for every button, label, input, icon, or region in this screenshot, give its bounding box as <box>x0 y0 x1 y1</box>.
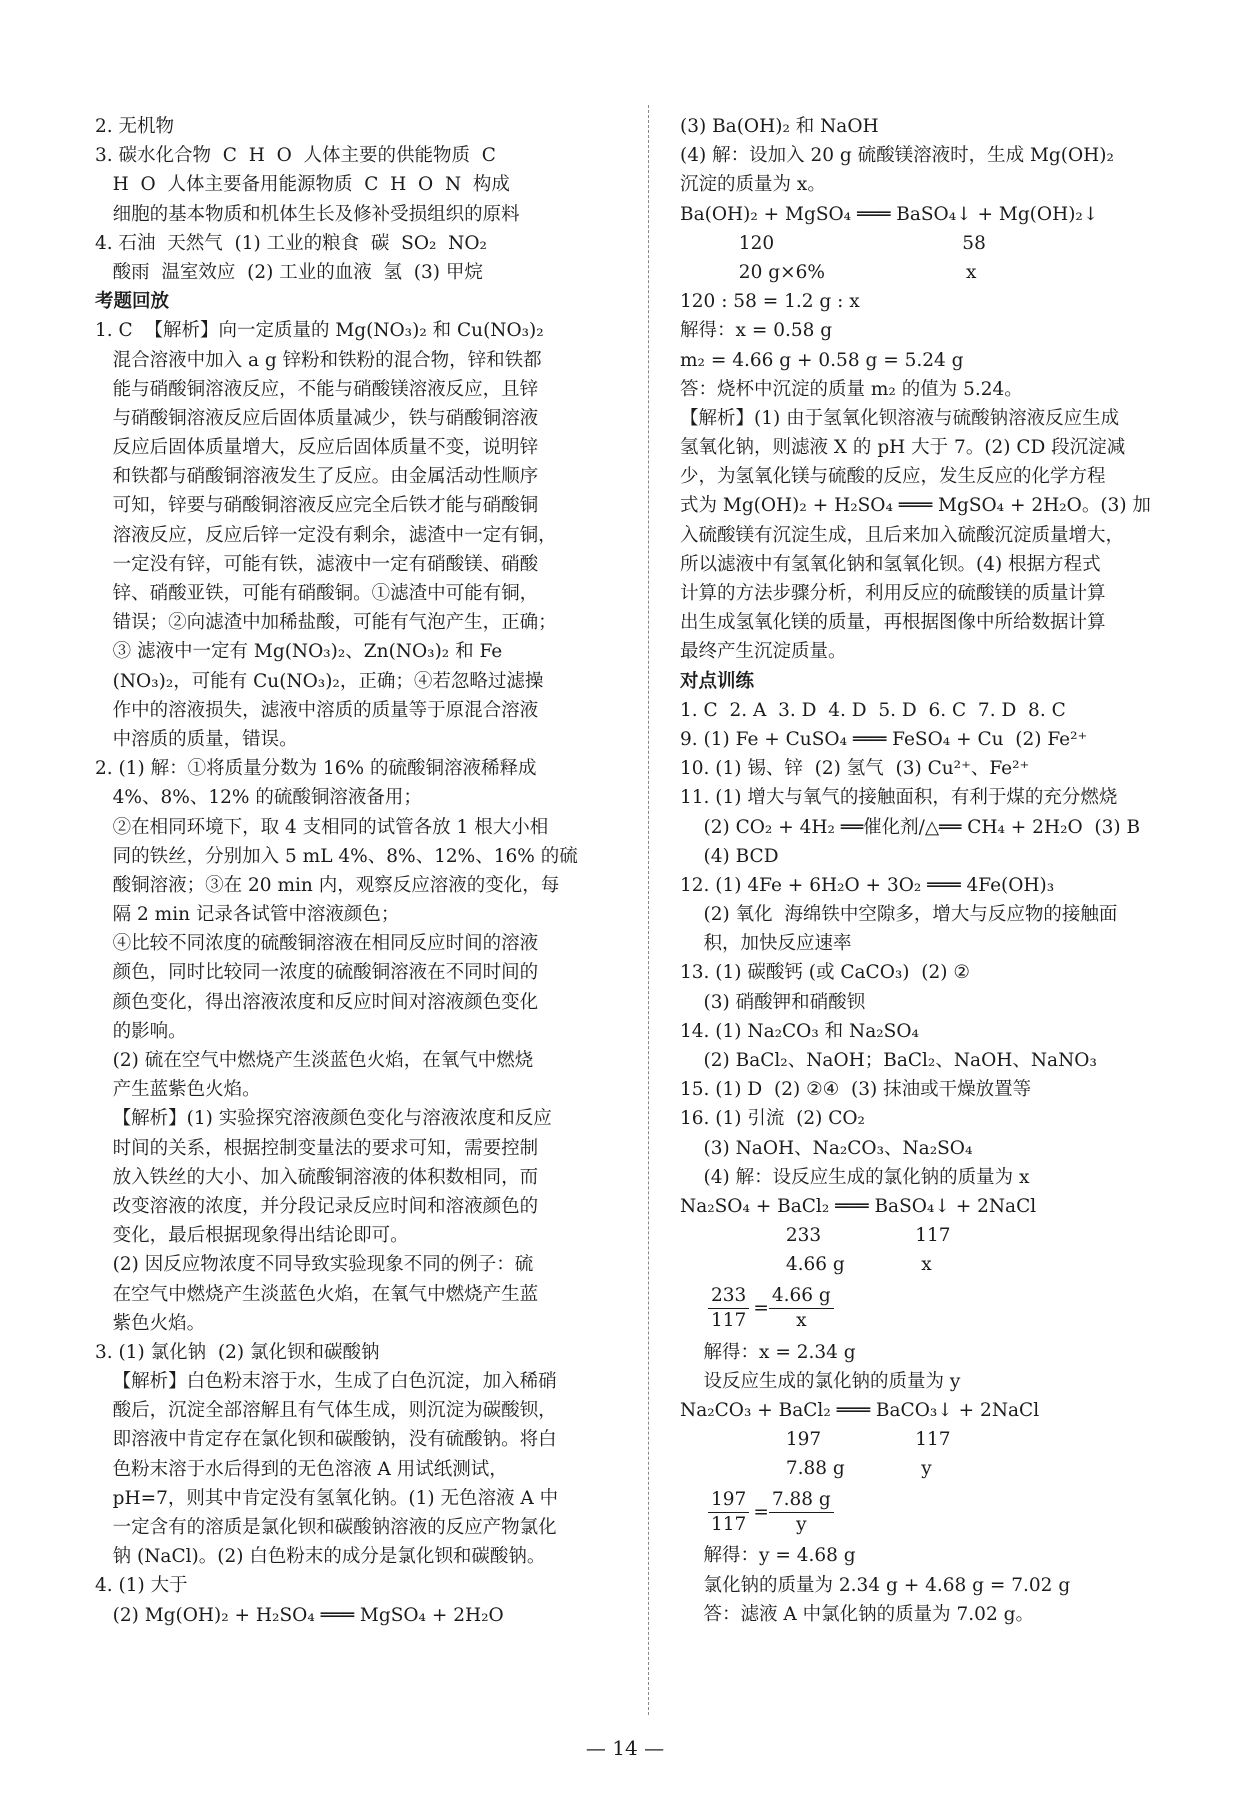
text-line: 隔 2 min 记录各试管中溶液颜色； <box>95 904 400 926</box>
text-line: pH=7，则其中肯定没有氢氧化钠。(1) 无色溶液 A 中 <box>95 1487 559 1509</box>
text-line: 和铁都与硝酸铜溶液发生了反应。由金属活动性顺序 <box>95 466 539 488</box>
text-line: 2. (1) 解：①将质量分数为 16% 的硫酸铜溶液稀释成 <box>95 758 537 780</box>
text-line: 能与硝酸铜溶液反应，不能与硝酸镁溶液反应，且锌 <box>95 378 539 400</box>
text-line: 【解析】(1) 由于氢氧化钡溶液与硫酸钠溶液反应生成 <box>680 407 1120 429</box>
text-line: 氯化钠的质量为 2.34 g + 4.68 g = 7.02 g <box>680 1574 1071 1596</box>
text-line: 10. (1) 锡、锌 (2) 氢气 (3) Cu²⁺、Fe²⁺ <box>680 758 1030 780</box>
text-line: 3. (1) 氯化钠 (2) 氯化钡和碳酸钠 <box>95 1341 380 1363</box>
text-line: 氢氧化钠，则滤液 X 的 pH 大于 7。(2) CD 段沉淀减 <box>680 437 1126 459</box>
text-line: 细胞的基本物质和机体生长及修补受损组织的原料 <box>95 203 520 225</box>
text-line: 作中的溶液损失，滤液中溶质的质量等于原混合溶液 <box>95 699 539 721</box>
text-line: 紫色火焰。 <box>95 1312 206 1334</box>
text-line: (2) 硫在空气中燃烧产生淡蓝色火焰，在氧气中燃烧 <box>95 1050 534 1071</box>
text-line: 颜色，同时比较同一浓度的硫酸铜溶液在不同时间的 <box>95 962 539 984</box>
column-divider <box>648 105 649 1715</box>
text-line: 少，为氢氧化镁与硫酸的反应，发生反应的化学方程 <box>680 466 1106 488</box>
text-line: 色粉末溶于水后得到的无色溶液 A 用试纸测试， <box>95 1458 508 1480</box>
text-line: 反应后固体质量增大，反应后固体质量不变，说明锌 <box>95 437 539 459</box>
text-line: 可知，锌要与硝酸铜溶液反应完全后铁才能与硝酸铜 <box>95 495 539 517</box>
text-line: (3) 硝酸钾和硝酸钡 <box>680 991 866 1013</box>
text-line: 入硫酸镁有沉淀生成，且后来加入硫酸沉淀质量增大， <box>680 524 1125 546</box>
text-line: ④比较不同浓度的硫酸铜溶液在相同反应时间的溶液 <box>95 933 539 955</box>
text-line: ②在相同环境下，取 4 支相同的试管各放 1 根大小相 <box>95 816 549 838</box>
text-line: 中溶质的质量，错误。 <box>95 728 298 750</box>
page-number: — 14 — <box>585 1736 665 1760</box>
text-line: (3) NaOH、Na₂CO₃、Na₂SO₄ <box>680 1137 973 1159</box>
text-line: 错误；②向滤渣中加稀盐酸，可能有气泡产生，正确； <box>95 612 557 634</box>
text-line: 13. (1) 碳酸钙 (或 CaCO₃) (2) ② <box>680 962 970 984</box>
text-line: 解得：x = 2.34 g <box>680 1341 856 1363</box>
text-line: (2) Mg(OH)₂ + H₂SO₄ ═══ MgSO₄ + 2H₂O <box>95 1604 504 1626</box>
text-line: (4) 解：设加入 20 g 硫酸镁溶液时，生成 Mg(OH)₂ <box>680 145 1114 167</box>
text-line: Ba(OH)₂ + MgSO₄ ═══ BaSO₄↓ + Mg(OH)₂↓ <box>680 203 1099 225</box>
text-line: 即溶液中肯定存在氯化钡和碳酸钠，没有硫酸钠。将白 <box>95 1429 557 1451</box>
text-line: 对点训练 <box>680 670 755 692</box>
text-line: 4. (1) 大于 <box>95 1575 188 1597</box>
text-line: 混合溶液中加入 a g 锌粉和铁粉的混合物，锌和铁都 <box>95 349 542 371</box>
text-line: (2) 因反应物浓度不同导致实验现象不同的例子：硫 <box>95 1254 534 1276</box>
text-line: 12. (1) 4Fe + 6H₂O + 3O₂ ═══ 4Fe(OH)₃ <box>680 874 1055 896</box>
text-line: 7.88 g y <box>680 1458 932 1480</box>
text-line: 4.66 g x <box>680 1254 932 1276</box>
fraction-233-117: $\frac{233}{117}$ = $\frac{4.66 g}{x}$ <box>680 1280 1160 1338</box>
text-line: 11. (1) 增大与氧气的接触面积，有利于煤的充分燃烧 <box>680 787 1118 809</box>
text-line: 沉淀的质量为 x。 <box>680 174 826 196</box>
text-line: (4) 解：设反应生成的氯化钠的质量为 x <box>680 1166 1030 1188</box>
text-line: (4) BCD <box>680 845 779 867</box>
text-line: 【解析】(1) 实验探究溶液颜色变化与溶液浓度和反应 <box>95 1108 552 1130</box>
text-line: Na₂SO₄ + BaCl₂ ═══ BaSO₄↓ + 2NaCl <box>680 1195 1037 1217</box>
text-line: 设反应生成的氯化钠的质量为 y <box>680 1370 961 1392</box>
text-line: 所以滤液中有氢氧化钠和氢氧化钡。(4) 根据方程式 <box>680 553 1101 575</box>
text-line: 答：滤液 A 中氯化钠的质量为 7.02 g。 <box>680 1603 1034 1625</box>
text-line: 一定没有锌，可能有铁，滤液中一定有硝酸镁、硝酸 <box>95 553 539 575</box>
text-line: m₂ = 4.66 g + 0.58 g = 5.24 g <box>680 349 964 371</box>
text-line: Na₂CO₃ + BaCl₂ ═══ BaCO₃↓ + 2NaCl <box>680 1399 1040 1421</box>
text-line: 9. (1) Fe + CuSO₄ ═══ FeSO₄ + Cu (2) Fe²⁺ <box>680 728 1088 750</box>
text-line: 120 : 58 = 1.2 g : x <box>680 291 860 313</box>
right-column-part-b <box>680 1338 1160 1484</box>
text-line: 1. C 2. A 3. D 4. D 5. D 6. C 7. D 8. C <box>680 699 1066 721</box>
text-line: 变化，最后根据现象得出结论即可。 <box>95 1225 409 1247</box>
text-line: 一定含有的溶质是氯化钡和碳酸钠溶液的反应产物氯化 <box>95 1517 557 1538</box>
right-column-part-a <box>680 112 1160 1280</box>
text-line: (2) BaCl₂、NaOH；BaCl₂、NaOH、NaNO₃ <box>680 1050 1097 1071</box>
text-line: 120 58 <box>680 232 986 254</box>
text-line: 3. 碳水化合物 C H O 人体主要的供能物质 C <box>95 145 496 167</box>
text-line: 与硝酸铜溶液反应后固体质量减少，铁与硝酸铜溶液 <box>95 407 539 429</box>
text-line: 233 117 <box>680 1225 951 1247</box>
text-line: 考题回放 <box>95 291 170 313</box>
fraction-197-117: $\frac{197}{117}$ = $\frac{7.88 g}{y}$ <box>680 1483 1160 1541</box>
text-line: 答：烧杯中沉淀的质量 m₂ 的值为 5.24。 <box>680 378 1023 400</box>
text-line: 【解析】白色粉末溶于水，生成了白色沉淀，加入稀硝 <box>95 1371 557 1393</box>
text-line: 酸后，沉淀全部溶解且有气体生成，则沉淀为碳酸钡， <box>95 1400 557 1422</box>
text-line: 14. (1) Na₂CO₃ 和 Na₂SO₄ <box>680 1020 919 1042</box>
text-line: 4%、8%、12% 的硫酸铜溶液备用； <box>95 787 422 809</box>
text-line: (NO₃)₂，可能有 Cu(NO₃)₂，正确；④若忽略过滤操 <box>95 670 544 692</box>
text-line: 同的铁丝，分别加入 5 mL 4%、8%、12%、16% 的硫 <box>95 845 578 867</box>
text-line: 出生成氢氧化镁的质量，再根据图像中所给数据计算 <box>680 612 1106 634</box>
text-line: 4. 石油 天然气 (1) 工业的粮食 碳 SO₂ NO₂ <box>95 232 487 254</box>
text-line: 积，加快反应速率 <box>680 933 852 955</box>
text-line: 钠 (NaCl)。(2) 白色粉末的成分是氯化钡和碳酸钠。 <box>95 1546 546 1568</box>
text-line: 酸雨 温室效应 (2) 工业的血液 氢 (3) 甲烷 <box>95 261 483 283</box>
text-line: 式为 Mg(OH)₂ + H₂SO₄ ═══ MgSO₄ + 2H₂O。(3) 加 <box>680 495 1151 517</box>
text-line: 16. (1) 引流 (2) CO₂ <box>680 1108 865 1130</box>
text-line: (3) Ba(OH)₂ 和 NaOH <box>680 116 879 137</box>
text-line: 改变溶液的浓度，并分段记录反应时间和溶液颜色的 <box>95 1195 539 1217</box>
text-line: 锌、硝酸亚铁，可能有硝酸铜。①滤渣中可能有铜， <box>95 583 539 604</box>
text-line: 最终产生沉淀质量。 <box>680 641 847 663</box>
text-line: 溶液反应，反应后锌一定没有剩余，滤渣中一定有铜， <box>95 524 557 546</box>
right-column-part-c <box>680 1541 1160 1629</box>
left-column <box>95 112 625 1630</box>
text-line: 放入铁丝的大小、加入硫酸铜溶液的体积数相同，而 <box>95 1166 539 1188</box>
text-line: 颜色变化，得出溶液浓度和反应时间对溶液颜色变化 <box>95 991 539 1013</box>
text-line: 2. 无机物 <box>95 116 175 137</box>
text-line: 产生蓝紫色火焰。 <box>95 1079 261 1101</box>
text-line: 时间的关系，根据控制变量法的要求可知，需要控制 <box>95 1137 539 1159</box>
right-column <box>680 112 1160 1629</box>
text-line: 解得：x = 0.58 g <box>680 320 833 342</box>
text-line: 计算的方法步骤分析，利用反应的硫酸镁的质量计算 <box>680 583 1106 604</box>
text-line: 在空气中燃烧产生淡蓝色火焰，在氧气中燃烧产生蓝 <box>95 1283 539 1305</box>
text-line: 15. (1) D (2) ②④ (3) 抹油或干燥放置等 <box>680 1079 1032 1101</box>
text-line: (2) 氧化 海绵铁中空隙多，增大与反应物的接触面 <box>680 904 1118 926</box>
text-line: H O 人体主要备用能源物质 C H O N 构成 <box>95 174 510 196</box>
text-line: ③ 滤液中一定有 Mg(NO₃)₂、Zn(NO₃)₂ 和 Fe <box>95 641 503 663</box>
text-line: 解得：y = 4.68 g <box>680 1545 856 1567</box>
text-line: 20 g×6% x <box>680 261 977 283</box>
text-line: 197 117 <box>680 1429 951 1451</box>
text-line: (2) CO₂ + 4H₂ ══催化剂/△══ CH₄ + 2H₂O (3) B <box>680 816 1141 838</box>
text-line: 的影响。 <box>95 1020 187 1042</box>
text-line: 酸铜溶液；③在 20 min 内，观察反应溶液的变化，每 <box>95 874 560 896</box>
text-line: 1. C 【解析】向一定质量的 Mg(NO₃)₂ 和 Cu(NO₃)₂ <box>95 320 544 342</box>
